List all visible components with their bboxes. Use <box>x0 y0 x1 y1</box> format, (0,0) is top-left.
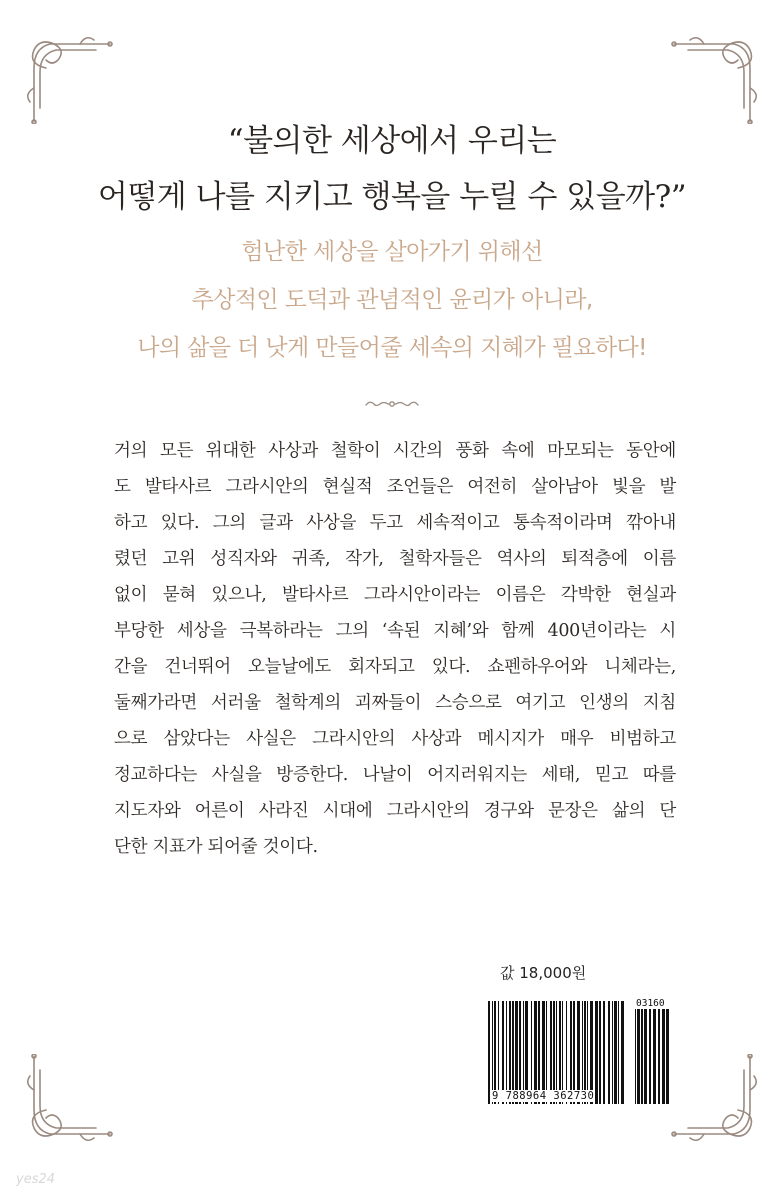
subhead <box>0 228 784 372</box>
barcode-bar <box>599 1001 601 1104</box>
barcode-bar <box>506 1001 507 1104</box>
barcode-bar <box>531 1001 532 1104</box>
corner-ornament-bottom-left <box>20 1054 116 1150</box>
barcode-bar <box>582 1001 583 1104</box>
barcode-bar <box>509 1001 511 1104</box>
barcode-bar <box>614 1001 617 1104</box>
body-line: 렸던 고위 성직자와 귀족, 작가, 철학자들은 역사의 퇴적층에 이름 <box>114 549 676 569</box>
barcode-bar <box>641 1009 643 1104</box>
body-line: 거의 모든 위대한 사상과 철학이 시간의 풍화 속에 마모되는 동안에 <box>114 441 676 461</box>
body-line: 지도자와 어른이 사라진 시대에 그라시안의 경구와 문장은 삶의 단 <box>114 801 676 821</box>
barcode-bar <box>653 1009 656 1104</box>
headline <box>0 113 784 225</box>
add-on-barcode <box>633 1009 671 1104</box>
barcode-bar <box>502 1001 504 1104</box>
corner-ornament-top-right <box>668 28 764 124</box>
barcode-bar <box>621 1001 624 1104</box>
barcode-bar <box>515 1001 518 1104</box>
barcode-bar <box>662 1009 665 1104</box>
body-line: 으로 삼았다는 사실은 그라시안의 사상과 메시지가 매우 비범하고 <box>114 729 676 749</box>
watermark-logo: yes24 <box>16 1172 56 1187</box>
isbn-number: 9 788964 362730 <box>492 1090 595 1102</box>
body-line: 없이 묻혀 있으나, 발타사르 그라시안이라는 이름은 각박한 현실과 <box>114 585 676 605</box>
headline-line-1: “불의한 세상에서 우리는 <box>227 123 557 159</box>
barcode-bar <box>590 1001 593 1104</box>
barcode-bar <box>612 1001 613 1104</box>
barcode-bar <box>608 1001 610 1104</box>
body-line: 도 발타사르 그라시안의 현실적 조언들은 여전히 살아남아 빛을 발 <box>114 477 676 497</box>
price-label: 값 18,000원 <box>500 964 587 982</box>
body-paragraph <box>114 433 676 865</box>
corner-ornament-bottom-right <box>668 1054 764 1150</box>
barcode-bar <box>584 1001 586 1104</box>
divider-ornament <box>362 396 422 412</box>
body-line: 간을 건너뛰어 오늘날에도 회자되고 있다. 쇼펜하우어와 니체라는, <box>114 657 676 677</box>
barcode-bar <box>573 1001 575 1104</box>
barcode-bar <box>488 1001 490 1104</box>
barcode-bar <box>519 1001 521 1104</box>
barcode-bar <box>562 1001 563 1104</box>
barcode-bar <box>512 1001 514 1104</box>
barcode-bar <box>556 1001 557 1104</box>
barcode-bar <box>666 1009 669 1104</box>
barcode-bar <box>538 1001 540 1104</box>
barcode-bar <box>492 1001 493 1104</box>
barcode-bar <box>637 1009 640 1104</box>
body-line: 정교하다는 사실을 방증한다. 나날이 어지러워지는 세태, 믿고 따를 <box>114 765 676 785</box>
subhead-line-1: 험난한 세상을 살아가기 위해선 <box>241 239 543 265</box>
barcode-bar <box>577 1001 580 1104</box>
barcode-bar <box>546 1001 547 1104</box>
barcode-bar <box>644 1009 647 1104</box>
headline-line-2: 어떻게 나를 지키고 행복을 누릴 수 있을까?” <box>97 179 687 215</box>
body-line: 하고 있다. 그의 글과 사상을 두고 세속적이고 통속적이라며 깎아내 <box>114 513 676 533</box>
barcode-bar <box>587 1001 588 1104</box>
subhead-line-2: 추상적인 도덕과 관념적인 윤리가 아니라, <box>191 287 593 313</box>
body-line: 부당한 세상을 극복하라는 그의 ‘속된 지혜’와 함께 400년이라는 시 <box>114 621 676 641</box>
body-line: 둘째가라면 서러울 철학계의 괴짜들이 스승으로 여기고 인생의 지침 <box>114 693 676 713</box>
barcode-bar <box>498 1001 499 1104</box>
barcode-bar <box>525 1001 528 1104</box>
barcode-bar <box>553 1001 555 1104</box>
barcode-bar <box>566 1001 567 1104</box>
body-line: 단한 지표가 되어줄 것이다. <box>114 837 318 857</box>
barcode-bar <box>542 1001 545 1104</box>
barcode-bar <box>494 1001 496 1104</box>
barcode-bar <box>658 1009 660 1104</box>
isbn-barcode <box>486 1001 629 1104</box>
subhead-line-3: 나의 삶을 더 낫게 만들어줄 세속의 지혜가 필요하다! <box>137 335 647 361</box>
add-on-code: 03160 <box>636 998 665 1009</box>
barcode-bar <box>550 1001 552 1104</box>
corner-ornament-top-left <box>20 28 116 124</box>
barcode-bar <box>595 1001 598 1104</box>
barcode-bar <box>559 1001 561 1104</box>
barcode-bar <box>635 1009 636 1104</box>
barcode-bar <box>570 1001 572 1104</box>
barcode-bar <box>603 1001 605 1104</box>
barcode-bar <box>649 1009 651 1104</box>
barcode-bar <box>534 1001 537 1104</box>
barcode-bar <box>523 1001 524 1104</box>
barcode-bar <box>618 1001 619 1104</box>
